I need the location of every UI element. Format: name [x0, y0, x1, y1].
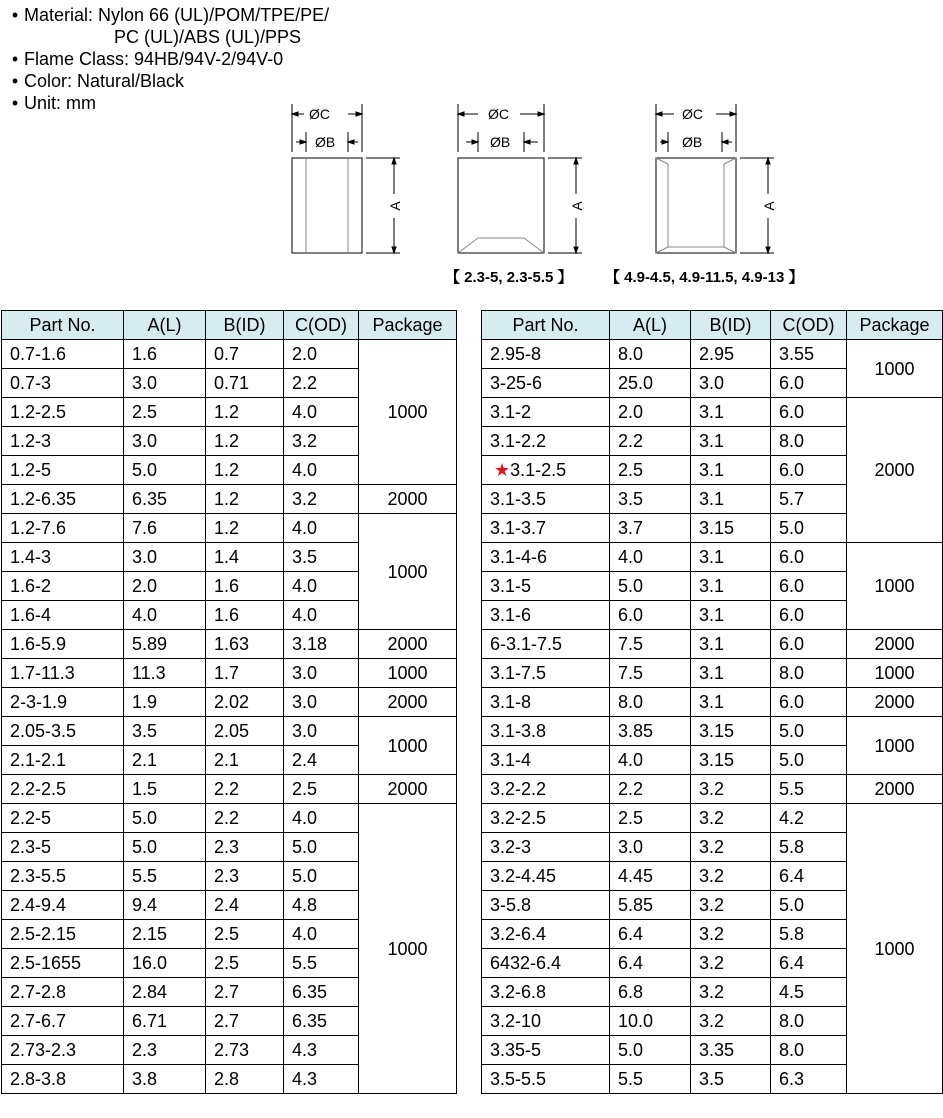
outer-diameter-cell: 3.18	[284, 630, 359, 659]
outer-diameter-cell: 4.0	[284, 920, 359, 949]
outer-diameter-cell: 6.3	[771, 1065, 847, 1094]
inner-diameter-cell: 2.5	[206, 920, 284, 949]
length-cell: 2.1	[124, 746, 206, 775]
length-cell: 3.8	[124, 1065, 206, 1094]
part-number-cell: 0.7-1.6	[2, 340, 124, 369]
inner-diameter-cell: 1.6	[206, 601, 284, 630]
table-row	[482, 398, 943, 427]
length-cell: 5.0	[124, 833, 206, 862]
diagram-spacer-chamfer	[448, 104, 618, 264]
table-row	[2, 717, 457, 746]
length-cell: 4.0	[610, 746, 691, 775]
specs-list	[6, 4, 329, 114]
spec-color: • Color: Natural/Black	[6, 70, 329, 92]
part-number-cell: 2.3-5.5	[2, 862, 124, 891]
inner-diameter-cell: 3.2	[691, 920, 771, 949]
outer-diameter-cell: 6.35	[284, 1007, 359, 1036]
outer-diameter-cell: 3.2	[284, 485, 359, 514]
length-cell: 2.84	[124, 978, 206, 1007]
part-number-cell: 2.05-3.5	[2, 717, 124, 746]
outer-diameter-cell: 6.0	[771, 572, 847, 601]
outer-diameter-cell: 3.0	[284, 659, 359, 688]
inner-diameter-cell: 3.2	[691, 804, 771, 833]
inner-diameter-cell: 1.6	[206, 572, 284, 601]
outer-diameter-cell: 6.0	[771, 398, 847, 427]
length-cell: 8.0	[610, 688, 691, 717]
part-number-cell: 2.8-3.8	[2, 1065, 124, 1094]
caption-right: 【 4.9-4.5, 4.9-11.5, 4.9-13 】	[605, 269, 804, 286]
inner-diameter-cell: 2.3	[206, 862, 284, 891]
length-cell: 2.2	[610, 427, 691, 456]
label-c: ØC	[488, 106, 509, 122]
package-cell: 1000	[847, 543, 943, 630]
part-number-cell: 1.4-3	[2, 543, 124, 572]
outer-diameter-cell: 4.8	[284, 891, 359, 920]
spec-material: • Material: Nylon 66 (UL)/POM/TPE/PE/	[6, 4, 329, 26]
header-outer-diameter: C(OD)	[284, 311, 359, 340]
length-cell: 4.0	[610, 543, 691, 572]
length-cell: 1.9	[124, 688, 206, 717]
length-cell: 5.0	[610, 1036, 691, 1065]
part-number-cell: 3.1-3.8	[482, 717, 610, 746]
label-a: A	[761, 201, 777, 211]
inner-diameter-cell: 3.15	[691, 717, 771, 746]
outer-diameter-cell: 3.2	[284, 427, 359, 456]
part-number-cell: 3.35-5	[482, 1036, 610, 1065]
length-cell: 2.0	[124, 572, 206, 601]
length-cell: 6.35	[124, 485, 206, 514]
inner-diameter-cell: 3.2	[691, 978, 771, 1007]
table-row	[2, 630, 457, 659]
inner-diameter-cell: 1.7	[206, 659, 284, 688]
outer-diameter-cell: 5.7	[771, 485, 847, 514]
length-cell: 3.0	[124, 543, 206, 572]
outer-diameter-cell: 2.0	[284, 340, 359, 369]
length-cell: 5.5	[124, 862, 206, 891]
part-number-cell: 6432-6.4	[482, 949, 610, 978]
outer-diameter-cell: 3.0	[284, 717, 359, 746]
label-a: A	[387, 201, 403, 211]
part-number-cell: 3.1-8	[482, 688, 610, 717]
inner-diameter-cell: 3.1	[691, 601, 771, 630]
table-row	[482, 717, 943, 746]
inner-diameter-cell: 1.2	[206, 485, 284, 514]
length-cell: 6.0	[610, 601, 691, 630]
header-part-no: Part No.	[482, 311, 610, 340]
inner-diameter-cell: 0.71	[206, 369, 284, 398]
header-package: Package	[847, 311, 943, 340]
outer-diameter-cell: 6.0	[771, 601, 847, 630]
inner-diameter-cell: 1.2	[206, 456, 284, 485]
inner-diameter-cell: 2.1	[206, 746, 284, 775]
outer-diameter-cell: 8.0	[771, 1007, 847, 1036]
inner-diameter-cell: 2.8	[206, 1065, 284, 1094]
inner-diameter-cell: 2.73	[206, 1036, 284, 1065]
part-number-cell: 1.2-2.5	[2, 398, 124, 427]
length-cell: 5.0	[124, 456, 206, 485]
spacer-drawing	[448, 104, 618, 264]
package-cell: 1000	[847, 804, 943, 1094]
part-number-cell: 3.1-5	[482, 572, 610, 601]
length-cell: 3.0	[124, 369, 206, 398]
inner-diameter-cell: 3.0	[691, 369, 771, 398]
part-number-cell: 3.2-3	[482, 833, 610, 862]
inner-diameter-cell: 2.5	[206, 949, 284, 978]
diagram-spacer-plain	[282, 104, 452, 264]
outer-diameter-cell: 6.0	[771, 688, 847, 717]
inner-diameter-cell: 3.1	[691, 688, 771, 717]
table-header-row	[482, 311, 943, 340]
inner-diameter-cell: 3.2	[691, 833, 771, 862]
part-number-cell	[482, 456, 610, 485]
part-number-cell: 2.2-5	[2, 804, 124, 833]
length-cell: 6.4	[610, 920, 691, 949]
inner-diameter-cell: 3.2	[691, 775, 771, 804]
inner-diameter-cell: 2.7	[206, 1007, 284, 1036]
outer-diameter-cell: 4.2	[771, 804, 847, 833]
length-cell: 3.5	[610, 485, 691, 514]
outer-diameter-cell: 5.0	[284, 862, 359, 891]
label-b: ØB	[490, 134, 511, 150]
part-number-cell: 3.1-2	[482, 398, 610, 427]
length-cell: 5.85	[610, 891, 691, 920]
inner-diameter-cell: 3.2	[691, 949, 771, 978]
part-number-cell: 2.95-8	[482, 340, 610, 369]
label-b: ØB	[682, 134, 703, 150]
outer-diameter-cell: 5.0	[771, 891, 847, 920]
inner-diameter-cell: 1.2	[206, 398, 284, 427]
bullet-icon: •	[11, 93, 19, 113]
part-number-cell: 3-5.8	[482, 891, 610, 920]
part-number-cell: 3.2-6.4	[482, 920, 610, 949]
length-cell: 5.89	[124, 630, 206, 659]
outer-diameter-cell: 6.35	[284, 978, 359, 1007]
part-number-cell: 2.5-1655	[2, 949, 124, 978]
outer-diameter-cell: 5.5	[771, 775, 847, 804]
package-cell: 2000	[847, 775, 943, 804]
caption-middle: 【 2.3-5, 2.3-5.5 】	[445, 269, 573, 286]
inner-diameter-cell: 2.05	[206, 717, 284, 746]
inner-diameter-cell: 3.1	[691, 659, 771, 688]
part-number-cell: 3.2-6.8	[482, 978, 610, 1007]
header-outer-diameter: C(OD)	[771, 311, 847, 340]
inner-diameter-cell: 2.7	[206, 978, 284, 1007]
label-c: ØC	[682, 106, 703, 122]
table-row	[482, 804, 943, 833]
part-number-cell: 1.2-7.6	[2, 514, 124, 543]
length-cell: 2.3	[124, 1036, 206, 1065]
part-number-cell: 6-3.1-7.5	[482, 630, 610, 659]
part-number-cell: 1.2-3	[2, 427, 124, 456]
outer-diameter-cell: 6.0	[771, 456, 847, 485]
package-cell: 1000	[847, 717, 943, 775]
inner-diameter-cell: 3.2	[691, 862, 771, 891]
outer-diameter-cell: 5.5	[284, 949, 359, 978]
length-cell: 16.0	[124, 949, 206, 978]
package-cell: 2000	[847, 630, 943, 659]
inner-diameter-cell: 3.1	[691, 572, 771, 601]
star-icon: ★	[494, 460, 511, 480]
table-row	[482, 630, 943, 659]
length-cell: 2.2	[610, 775, 691, 804]
part-number-cell: 3.5-5.5	[482, 1065, 610, 1094]
package-cell: 1000	[847, 659, 943, 688]
length-cell: 3.5	[124, 717, 206, 746]
inner-diameter-cell: 3.35	[691, 1036, 771, 1065]
label-b: ØB	[315, 134, 336, 150]
outer-diameter-cell: 4.0	[284, 456, 359, 485]
parts-table-left	[1, 310, 457, 1094]
package-cell: 1000	[359, 804, 457, 1094]
part-number-cell: 0.7-3	[2, 369, 124, 398]
package-cell: 2000	[847, 688, 943, 717]
table-row	[2, 659, 457, 688]
length-cell: 3.0	[610, 833, 691, 862]
part-number-cell: 3.2-10	[482, 1007, 610, 1036]
length-cell: 1.6	[124, 340, 206, 369]
outer-diameter-cell: 3.55	[771, 340, 847, 369]
length-cell: 2.5	[124, 398, 206, 427]
length-cell: 10.0	[610, 1007, 691, 1036]
inner-diameter-cell: 2.3	[206, 833, 284, 862]
part-number-cell: 2.2-2.5	[2, 775, 124, 804]
inner-diameter-cell: 3.5	[691, 1065, 771, 1094]
header-length: A(L)	[124, 311, 206, 340]
outer-diameter-cell: 5.0	[771, 514, 847, 543]
inner-diameter-cell: 2.2	[206, 804, 284, 833]
table-row	[2, 485, 457, 514]
part-number-text: 3.1-2.5	[510, 460, 567, 480]
length-cell: 4.0	[124, 601, 206, 630]
inner-diameter-cell: 2.2	[206, 775, 284, 804]
inner-diameter-cell: 3.15	[691, 514, 771, 543]
inner-diameter-cell: 1.63	[206, 630, 284, 659]
part-number-cell: 2.3-5	[2, 833, 124, 862]
outer-diameter-cell: 4.3	[284, 1065, 359, 1094]
header-inner-diameter: B(ID)	[206, 311, 284, 340]
length-cell: 11.3	[124, 659, 206, 688]
outer-diameter-cell: 4.0	[284, 514, 359, 543]
part-number-cell: 1.2-6.35	[2, 485, 124, 514]
part-number-cell: 3.1-3.7	[482, 514, 610, 543]
outer-diameter-cell: 6.4	[771, 949, 847, 978]
part-number-cell: 2.73-2.3	[2, 1036, 124, 1065]
length-cell: 3.85	[610, 717, 691, 746]
inner-diameter-cell: 3.1	[691, 398, 771, 427]
diagram-spacer-double-chamfer	[646, 104, 816, 264]
outer-diameter-cell: 4.0	[284, 804, 359, 833]
table-row	[2, 775, 457, 804]
outer-diameter-cell: 6.0	[771, 369, 847, 398]
outer-diameter-cell: 4.0	[284, 398, 359, 427]
part-number-cell: 3.2-4.45	[482, 862, 610, 891]
part-number-cell: 1.6-4	[2, 601, 124, 630]
outer-diameter-cell: 2.5	[284, 775, 359, 804]
bullet-icon: •	[11, 71, 19, 91]
table-row	[2, 688, 457, 717]
length-cell: 6.71	[124, 1007, 206, 1036]
spec-flame-class: • Flame Class: 94HB/94V-2/94V-0	[6, 48, 329, 70]
length-cell: 3.0	[124, 427, 206, 456]
inner-diameter-cell: 2.4	[206, 891, 284, 920]
package-cell: 1000	[359, 717, 457, 775]
outer-diameter-cell: 2.2	[284, 369, 359, 398]
table-header-row	[2, 311, 457, 340]
length-cell: 2.0	[610, 398, 691, 427]
package-cell: 1000	[359, 340, 457, 485]
length-cell: 2.5	[610, 804, 691, 833]
package-cell: 2000	[847, 398, 943, 543]
length-cell: 8.0	[610, 340, 691, 369]
package-cell: 2000	[359, 775, 457, 804]
part-number-cell: 2.1-2.1	[2, 746, 124, 775]
outer-diameter-cell: 4.0	[284, 601, 359, 630]
part-number-cell: 3.1-3.5	[482, 485, 610, 514]
outer-diameter-cell: 4.5	[771, 978, 847, 1007]
inner-diameter-cell: 3.2	[691, 1007, 771, 1036]
package-cell: 2000	[359, 688, 457, 717]
length-cell: 5.5	[610, 1065, 691, 1094]
part-number-cell: 3.1-2.2	[482, 427, 610, 456]
header-package: Package	[359, 311, 457, 340]
outer-diameter-cell: 6.4	[771, 862, 847, 891]
part-number-cell: 3.2-2.2	[482, 775, 610, 804]
package-cell: 2000	[359, 630, 457, 659]
package-cell: 1000	[359, 659, 457, 688]
inner-diameter-cell: 1.4	[206, 543, 284, 572]
table-row	[482, 659, 943, 688]
inner-diameter-cell: 3.15	[691, 746, 771, 775]
table-row	[2, 514, 457, 543]
outer-diameter-cell: 8.0	[771, 659, 847, 688]
part-number-cell: 3-25-6	[482, 369, 610, 398]
header-length: A(L)	[610, 311, 691, 340]
outer-diameter-cell: 2.4	[284, 746, 359, 775]
parts-table-right	[481, 310, 943, 1094]
inner-diameter-cell: 3.1	[691, 485, 771, 514]
inner-diameter-cell: 1.2	[206, 514, 284, 543]
length-cell: 7.5	[610, 659, 691, 688]
length-cell: 4.45	[610, 862, 691, 891]
outer-diameter-cell: 3.0	[284, 688, 359, 717]
part-number-cell: 1.6-2	[2, 572, 124, 601]
outer-diameter-cell: 5.0	[284, 833, 359, 862]
part-number-cell: 1.2-5	[2, 456, 124, 485]
label-a: A	[569, 201, 585, 211]
length-cell: 6.8	[610, 978, 691, 1007]
header-part-no: Part No.	[2, 311, 124, 340]
part-number-cell: 2.5-2.15	[2, 920, 124, 949]
length-cell: 2.5	[610, 456, 691, 485]
length-cell: 25.0	[610, 369, 691, 398]
part-number-cell: 3.1-6	[482, 601, 610, 630]
outer-diameter-cell: 5.0	[771, 717, 847, 746]
outer-diameter-cell: 4.0	[284, 572, 359, 601]
package-cell: 2000	[359, 485, 457, 514]
part-number-cell: 3.2-2.5	[482, 804, 610, 833]
part-number-cell: 1.6-5.9	[2, 630, 124, 659]
outer-diameter-cell: 4.3	[284, 1036, 359, 1065]
part-number-cell: 3.1-4	[482, 746, 610, 775]
bullet-icon: •	[11, 5, 19, 25]
inner-diameter-cell: 3.1	[691, 456, 771, 485]
outer-diameter-cell: 5.8	[771, 833, 847, 862]
outer-diameter-cell: 5.8	[771, 920, 847, 949]
length-cell: 7.5	[610, 630, 691, 659]
inner-diameter-cell: 2.02	[206, 688, 284, 717]
length-cell: 5.0	[124, 804, 206, 833]
part-number-cell: 2.4-9.4	[2, 891, 124, 920]
outer-diameter-cell: 5.0	[771, 746, 847, 775]
part-number-cell: 2-3-1.9	[2, 688, 124, 717]
inner-diameter-cell: 2.95	[691, 340, 771, 369]
length-cell: 2.15	[124, 920, 206, 949]
table-row	[482, 775, 943, 804]
outer-diameter-cell: 3.5	[284, 543, 359, 572]
inner-diameter-cell: 3.1	[691, 630, 771, 659]
inner-diameter-cell: 3.1	[691, 427, 771, 456]
length-cell: 6.4	[610, 949, 691, 978]
inner-diameter-cell: 0.7	[206, 340, 284, 369]
package-cell: 1000	[847, 340, 943, 398]
length-cell: 1.5	[124, 775, 206, 804]
table-row	[482, 688, 943, 717]
spec-unit: • Unit: mm	[6, 92, 329, 114]
spacer-drawing	[282, 104, 452, 264]
header-inner-diameter: B(ID)	[691, 311, 771, 340]
part-number-cell: 3.1-4-6	[482, 543, 610, 572]
length-cell: 7.6	[124, 514, 206, 543]
outer-diameter-cell: 6.0	[771, 630, 847, 659]
part-number-cell: 1.7-11.3	[2, 659, 124, 688]
part-number-cell: 2.7-2.8	[2, 978, 124, 1007]
table-row	[2, 340, 457, 369]
inner-diameter-cell: 3.2	[691, 891, 771, 920]
table-row	[482, 340, 943, 369]
table-row	[482, 543, 943, 572]
part-number-cell: 2.7-6.7	[2, 1007, 124, 1036]
outer-diameter-cell: 8.0	[771, 427, 847, 456]
length-cell: 9.4	[124, 891, 206, 920]
outer-diameter-cell: 8.0	[771, 1036, 847, 1065]
inner-diameter-cell: 3.1	[691, 543, 771, 572]
inner-diameter-cell: 1.2	[206, 427, 284, 456]
table-row	[2, 804, 457, 833]
length-cell: 3.7	[610, 514, 691, 543]
part-number-cell: 3.1-7.5	[482, 659, 610, 688]
bullet-icon: •	[11, 49, 19, 69]
spec-material-cont: PC (UL)/ABS (UL)/PPS	[114, 27, 302, 47]
length-cell: 5.0	[610, 572, 691, 601]
package-cell: 1000	[359, 514, 457, 630]
spacer-drawing	[646, 104, 816, 264]
outer-diameter-cell: 6.0	[771, 543, 847, 572]
label-c: ØC	[309, 106, 330, 122]
